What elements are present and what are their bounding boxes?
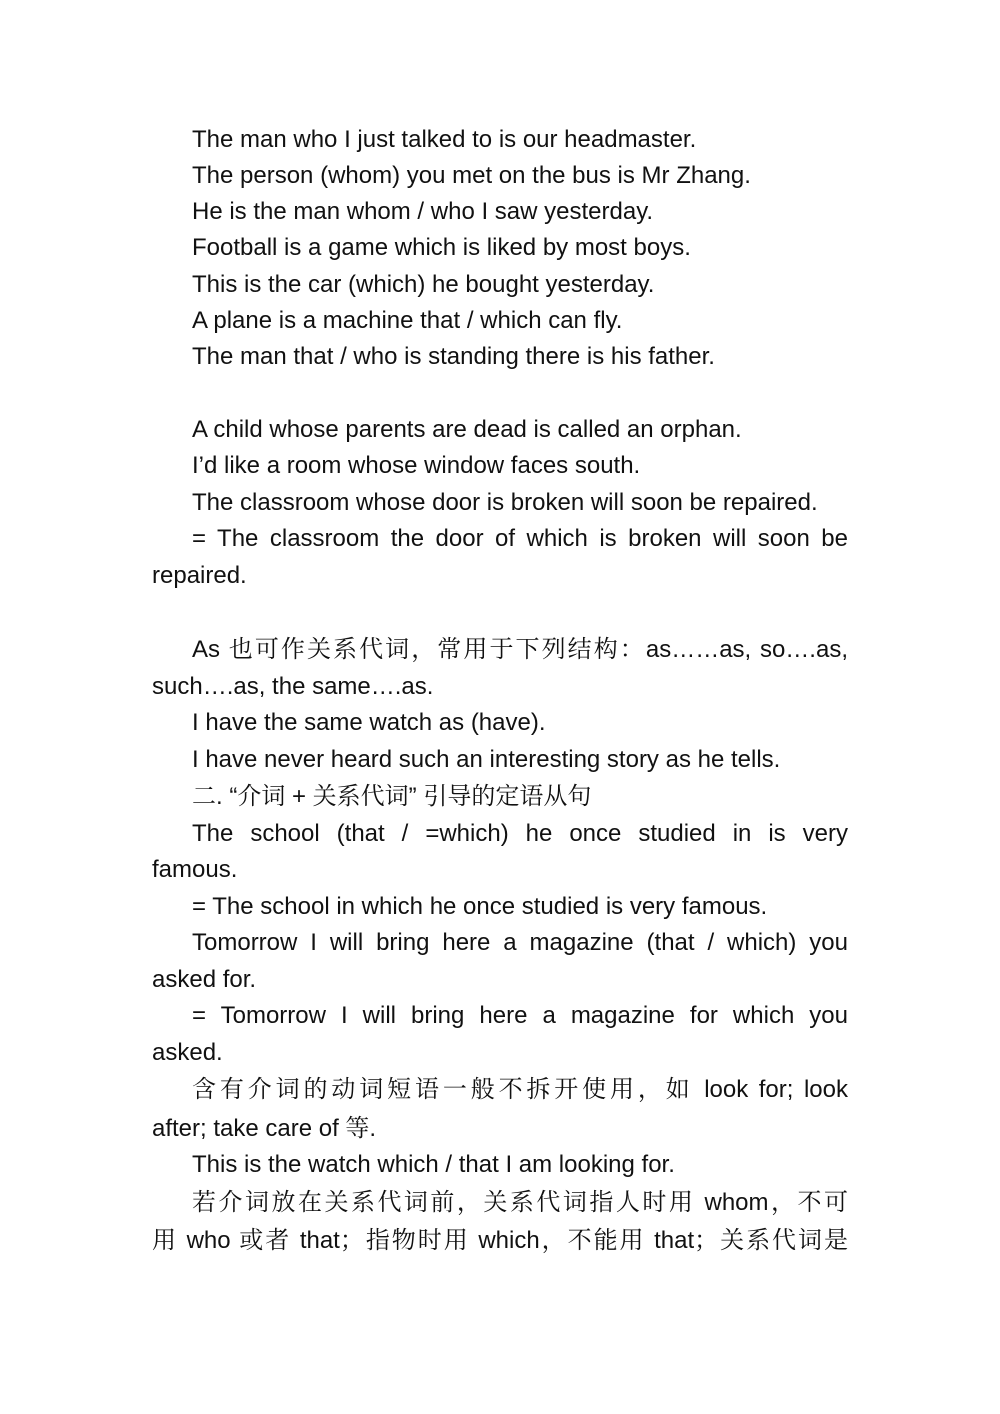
text-line: repaired. bbox=[152, 562, 247, 589]
text-line: 用 who 或者 that；指物时用 which，不能用 that；关系代词是 bbox=[152, 1227, 848, 1254]
text-line: asked for. bbox=[152, 966, 257, 993]
text-line: I have the same watch as (have). bbox=[192, 709, 546, 736]
text-line: This is the watch which / that I am looking for. bbox=[192, 1151, 675, 1178]
text-line: The school (that / =which) he once studied in is very bbox=[192, 820, 848, 847]
text-line: = The classroom the door of which is broken will soon be bbox=[192, 525, 848, 552]
text-line: 若介词放在关系代词前，关系代词指人时用 whom，不可 bbox=[192, 1189, 848, 1216]
text-line: He is the man whom / who I saw yesterday. bbox=[192, 198, 654, 225]
text-line: Football is a game which is liked by most boys. bbox=[192, 234, 691, 261]
text-line: 含有介词的动词短语一般不拆开使用，如 look for; look bbox=[192, 1076, 848, 1103]
text-line: I have never heard such an interesting story as he tells. bbox=[192, 746, 781, 773]
text-line: Tomorrow I will bring here a magazine (that / which) you bbox=[192, 929, 848, 956]
section-heading: 二. “介词 + 关系代词” 引导的定语从句 bbox=[192, 783, 592, 810]
text-line: As 也可作关系代词，常用于下列结构：as……as, so….as, bbox=[192, 636, 848, 663]
text-line: such….as, the same….as. bbox=[152, 673, 434, 700]
text-line: A plane is a machine that / which can fly. bbox=[192, 307, 623, 334]
text-line: The man who I just talked to is our headmaster. bbox=[192, 126, 697, 153]
text-line: A child whose parents are dead is called an orphan. bbox=[192, 416, 742, 443]
text-line: This is the car (which) he bought yesterday. bbox=[192, 271, 655, 298]
text-line: The man that / who is standing there is his father. bbox=[192, 343, 715, 370]
text-line: asked. bbox=[152, 1039, 223, 1066]
text-line: The person (whom) you met on the bus is Mr Zhang. bbox=[192, 162, 751, 189]
text-line: famous. bbox=[152, 856, 238, 883]
text-line: I’d like a room whose window faces south. bbox=[192, 452, 641, 479]
text-line: The classroom whose door is broken will soon be repaired. bbox=[192, 489, 818, 516]
text-line: after; take care of 等. bbox=[152, 1115, 377, 1142]
text-line: = Tomorrow I will bring here a magazine for which you bbox=[192, 1002, 848, 1029]
text-line: = The school in which he once studied is very famous. bbox=[192, 893, 768, 920]
